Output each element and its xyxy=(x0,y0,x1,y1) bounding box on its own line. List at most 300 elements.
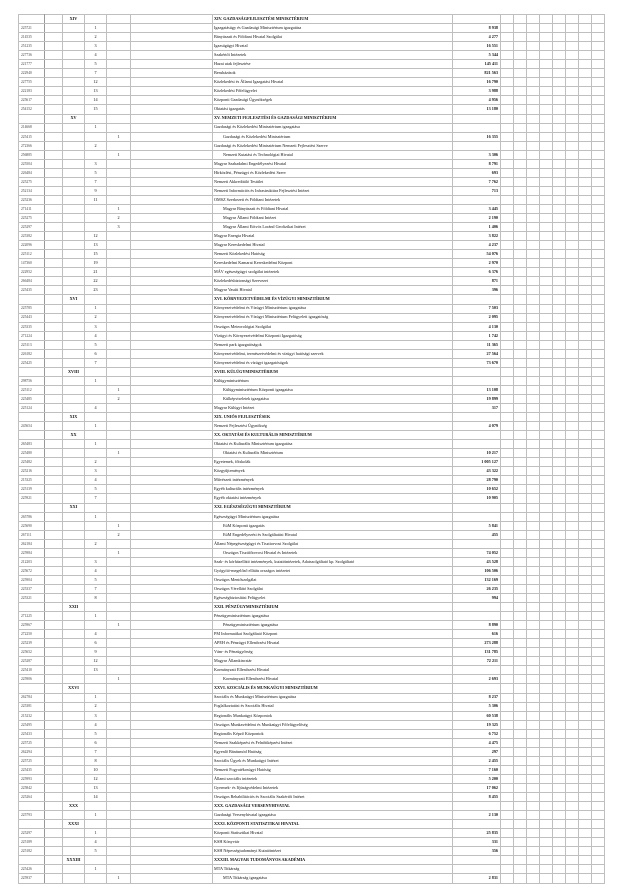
title-cell: Nemzeti Akkreditáló Testület xyxy=(213,177,453,186)
subtitle-number-cell xyxy=(107,33,131,42)
subtitle-number-cell xyxy=(107,485,131,494)
empty-cell xyxy=(579,612,592,621)
chapter-cell xyxy=(63,195,85,204)
empty-cell xyxy=(514,204,527,213)
empty-cell xyxy=(553,630,566,639)
title-cell: Pénzügyminisztérium igazgatása xyxy=(213,612,453,621)
spacer-cell xyxy=(45,738,63,747)
empty-cell xyxy=(579,295,592,304)
empty-cell xyxy=(579,584,592,593)
spacer-cell xyxy=(131,702,213,711)
empty-cell xyxy=(514,711,527,720)
empty-cell xyxy=(514,440,527,449)
amount-cell: 13 180 xyxy=(453,105,501,114)
subtitle-number-cell xyxy=(107,232,131,241)
title-cell: Foglalkoztatási és Szociális Hivatal xyxy=(213,702,453,711)
empty-cell xyxy=(553,440,566,449)
empty-cell xyxy=(592,78,605,87)
title-cell: Szociális és Munkaügyi Minisztérium igazgatása xyxy=(213,693,453,702)
empty-cell xyxy=(579,105,592,114)
empty-cell xyxy=(566,594,579,603)
empty-cell xyxy=(514,838,527,847)
spacer-cell xyxy=(131,747,213,756)
empty-cell xyxy=(553,729,566,738)
empty-cell xyxy=(540,286,553,295)
amount-cell: 10 652 xyxy=(453,485,501,494)
spacer-cell xyxy=(131,783,213,792)
spacer-cell xyxy=(131,820,213,829)
code-cell: 225921 xyxy=(19,494,45,503)
subtitle-number-cell xyxy=(107,811,131,820)
empty-cell xyxy=(592,575,605,584)
empty-cell xyxy=(592,783,605,792)
chapter-cell xyxy=(63,594,85,603)
empty-cell xyxy=(592,856,605,865)
title-cell: Egyéb oktatási intézmények xyxy=(213,494,453,503)
chapter-cell: XXXI xyxy=(63,820,85,829)
empty-cell xyxy=(592,367,605,376)
code-cell: 222940 xyxy=(19,69,45,78)
empty-cell xyxy=(579,657,592,666)
table-row xyxy=(19,765,605,774)
empty-cell xyxy=(592,150,605,159)
empty-cell xyxy=(527,268,540,277)
amount-cell xyxy=(453,141,501,150)
empty-cell xyxy=(579,802,592,811)
empty-cell xyxy=(514,304,527,313)
table-row xyxy=(19,69,605,78)
chapter-cell xyxy=(63,259,85,268)
table-row xyxy=(19,584,605,593)
empty-cell xyxy=(553,684,566,693)
title-cell: Közlekedési Főfelügyelet xyxy=(213,87,453,96)
empty-cell xyxy=(566,783,579,792)
empty-cell xyxy=(527,214,540,223)
title-number-cell xyxy=(85,621,107,630)
subtitle-number-cell xyxy=(107,195,131,204)
chapter-cell xyxy=(63,847,85,856)
empty-cell xyxy=(501,485,514,494)
empty-cell xyxy=(501,241,514,250)
chapter-cell xyxy=(63,214,85,223)
subtitle-number-cell xyxy=(107,458,131,467)
empty-cell xyxy=(553,159,566,168)
amount-cell: 3 306 xyxy=(453,150,501,159)
chapter-cell xyxy=(63,141,85,150)
empty-cell xyxy=(592,865,605,874)
table-row xyxy=(19,232,605,241)
title-number-cell: 5 xyxy=(85,729,107,738)
empty-cell xyxy=(527,313,540,322)
title-cell: Magyar Vasúti Hivatal xyxy=(213,286,453,295)
table-row xyxy=(19,223,605,232)
empty-cell xyxy=(592,304,605,313)
table-row xyxy=(19,277,605,286)
chapter-cell: XVIII xyxy=(63,367,85,376)
empty-cell xyxy=(540,639,553,648)
spacer-cell xyxy=(45,847,63,856)
empty-cell xyxy=(527,639,540,648)
empty-cell xyxy=(553,42,566,51)
title-number-cell: 3 xyxy=(85,42,107,51)
amount-cell: 2 970 xyxy=(453,259,501,268)
subtitle-number-cell xyxy=(107,612,131,621)
empty-cell xyxy=(592,322,605,331)
chapter-cell xyxy=(63,494,85,503)
empty-cell xyxy=(592,96,605,105)
empty-cell xyxy=(592,277,605,286)
code-cell xyxy=(19,114,45,123)
empty-cell xyxy=(553,195,566,204)
empty-cell xyxy=(579,422,592,431)
title-number-cell: 1 xyxy=(85,440,107,449)
subtitle-number-cell xyxy=(107,15,131,24)
title-number-cell: 4 xyxy=(85,404,107,413)
empty-cell xyxy=(592,385,605,394)
chapter-cell xyxy=(63,512,85,521)
empty-cell xyxy=(566,639,579,648)
empty-cell xyxy=(514,783,527,792)
spacer-cell xyxy=(45,358,63,367)
empty-cell xyxy=(527,856,540,865)
amount-cell: 7 503 xyxy=(453,304,501,313)
title-number-cell: 21 xyxy=(85,268,107,277)
empty-cell xyxy=(592,829,605,838)
title-number-cell: 1 xyxy=(85,376,107,385)
title-cell: KSH Könyvtár xyxy=(213,838,453,847)
spacer-cell xyxy=(131,114,213,123)
table-row xyxy=(19,811,605,820)
title-cell: XIV. GAZDASÁGFEJLESZTÉSI MINISZTÉRIUM xyxy=(213,15,453,24)
spacer-cell xyxy=(45,250,63,259)
code-cell: 245654 xyxy=(19,422,45,431)
empty-cell xyxy=(540,404,553,413)
title-number-cell: 4 xyxy=(85,838,107,847)
spacer-cell xyxy=(131,51,213,60)
empty-cell xyxy=(579,838,592,847)
spacer-cell xyxy=(131,358,213,367)
empty-cell xyxy=(527,711,540,720)
title-number-cell: 3 xyxy=(85,322,107,331)
empty-cell xyxy=(514,512,527,521)
empty-cell xyxy=(566,630,579,639)
spacer-cell xyxy=(131,286,213,295)
chapter-cell xyxy=(63,286,85,295)
amount-cell: 356 xyxy=(453,847,501,856)
empty-cell xyxy=(579,648,592,657)
empty-cell xyxy=(592,802,605,811)
empty-cell xyxy=(579,394,592,403)
empty-cell xyxy=(579,87,592,96)
empty-cell xyxy=(501,51,514,60)
empty-cell xyxy=(540,132,553,141)
code-cell: 271224 xyxy=(19,331,45,340)
amount-cell xyxy=(453,865,501,874)
empty-cell xyxy=(501,159,514,168)
empty-cell xyxy=(553,566,566,575)
empty-cell xyxy=(592,313,605,322)
empty-cell xyxy=(501,738,514,747)
empty-cell xyxy=(527,223,540,232)
chapter-cell xyxy=(63,566,85,575)
empty-cell xyxy=(540,720,553,729)
empty-cell xyxy=(527,141,540,150)
title-number-cell: 4 xyxy=(85,720,107,729)
empty-cell xyxy=(553,259,566,268)
empty-cell xyxy=(527,467,540,476)
empty-cell xyxy=(501,304,514,313)
empty-cell xyxy=(540,87,553,96)
empty-cell xyxy=(514,494,527,503)
spreadsheet xyxy=(18,14,604,884)
empty-cell xyxy=(579,793,592,802)
empty-cell xyxy=(592,33,605,42)
title-cell: PM Informatikai Szolgáltató Központ xyxy=(213,630,453,639)
subtitle-number-cell: 1 xyxy=(107,675,131,684)
empty-cell xyxy=(501,648,514,657)
empty-cell xyxy=(501,168,514,177)
subtitle-number-cell xyxy=(107,349,131,358)
code-cell: 214668 xyxy=(19,123,45,132)
empty-cell xyxy=(527,186,540,195)
code-cell: 225113 xyxy=(19,340,45,349)
empty-cell xyxy=(553,123,566,132)
empty-cell xyxy=(501,521,514,530)
amount-cell: 6 376 xyxy=(453,268,501,277)
chapter-cell xyxy=(63,639,85,648)
chapter-cell xyxy=(63,250,85,259)
spacer-cell xyxy=(131,467,213,476)
empty-cell xyxy=(501,24,514,33)
empty-cell xyxy=(540,485,553,494)
empty-cell xyxy=(501,458,514,467)
empty-cell xyxy=(592,485,605,494)
empty-cell xyxy=(514,793,527,802)
empty-cell xyxy=(501,467,514,476)
empty-cell xyxy=(566,404,579,413)
empty-cell xyxy=(540,548,553,557)
code-cell: 225433 xyxy=(19,729,45,738)
empty-cell xyxy=(540,250,553,259)
code-cell: 225617 xyxy=(19,96,45,105)
table-row xyxy=(19,783,605,792)
empty-cell xyxy=(566,177,579,186)
code-cell: 225967 xyxy=(19,621,45,630)
empty-cell xyxy=(501,802,514,811)
empty-cell xyxy=(501,322,514,331)
amount-cell: 60 538 xyxy=(453,711,501,720)
empty-cell xyxy=(540,376,553,385)
title-number-cell: 12 xyxy=(85,78,107,87)
empty-cell xyxy=(579,277,592,286)
spacer-cell xyxy=(131,512,213,521)
spacer-cell xyxy=(45,512,63,521)
empty-cell xyxy=(540,33,553,42)
empty-cell xyxy=(579,322,592,331)
amount-cell: 27 564 xyxy=(453,349,501,358)
empty-cell xyxy=(553,594,566,603)
empty-cell xyxy=(501,141,514,150)
spacer-cell xyxy=(45,729,63,738)
subtitle-number-cell xyxy=(107,24,131,33)
amount-cell: 2 130 xyxy=(453,811,501,820)
empty-cell xyxy=(553,33,566,42)
spacer-cell xyxy=(131,530,213,539)
empty-cell xyxy=(501,177,514,186)
spacer-cell xyxy=(131,322,213,331)
empty-cell xyxy=(579,358,592,367)
title-number-cell: 9 xyxy=(85,186,107,195)
empty-cell xyxy=(579,60,592,69)
chapter-cell xyxy=(63,223,85,232)
empty-cell xyxy=(566,186,579,195)
empty-cell xyxy=(540,802,553,811)
empty-cell xyxy=(553,820,566,829)
empty-cell xyxy=(592,720,605,729)
empty-cell xyxy=(514,132,527,141)
title-cell: Szociális Ügyek és Munkaügyi Intézet xyxy=(213,756,453,765)
title-cell: Országos Rehabilitációs és Szociális Szakértői Intézet xyxy=(213,793,453,802)
empty-cell xyxy=(592,268,605,277)
empty-cell xyxy=(527,811,540,820)
empty-cell xyxy=(514,150,527,159)
table-row xyxy=(19,720,605,729)
empty-cell xyxy=(553,340,566,349)
spacer-cell xyxy=(45,603,63,612)
empty-cell xyxy=(527,548,540,557)
amount-cell: 145 411 xyxy=(453,60,501,69)
title-cell: Magyar Államkincstár xyxy=(213,657,453,666)
empty-cell xyxy=(501,78,514,87)
chapter-cell xyxy=(63,42,85,51)
title-number-cell xyxy=(85,503,107,512)
amount-cell: 1 005 127 xyxy=(453,458,501,467)
empty-cell xyxy=(527,96,540,105)
title-number-cell: 2 xyxy=(85,141,107,150)
table-row xyxy=(19,729,605,738)
empty-cell xyxy=(553,847,566,856)
chapter-cell: XIX xyxy=(63,413,85,422)
chapter-cell xyxy=(63,24,85,33)
empty-cell xyxy=(540,349,553,358)
chapter-cell xyxy=(63,693,85,702)
spacer-cell xyxy=(131,204,213,213)
title-number-cell: 7 xyxy=(85,358,107,367)
code-cell: 225906 xyxy=(19,675,45,684)
spacer-cell xyxy=(45,268,63,277)
empty-cell xyxy=(553,385,566,394)
amount-cell: 7 160 xyxy=(453,765,501,774)
spacer-cell xyxy=(45,693,63,702)
title-cell: Közgyűjtemények xyxy=(213,467,453,476)
empty-cell xyxy=(592,630,605,639)
subtitle-number-cell xyxy=(107,250,131,259)
empty-cell xyxy=(579,639,592,648)
chapter-cell xyxy=(63,105,85,114)
title-cell: Közlekedésbiztonsági Szervezet xyxy=(213,277,453,286)
subtitle-number-cell xyxy=(107,693,131,702)
spacer-cell xyxy=(45,657,63,666)
empty-cell xyxy=(540,675,553,684)
empty-cell xyxy=(566,422,579,431)
empty-cell xyxy=(592,774,605,783)
chapter-cell xyxy=(63,232,85,241)
empty-cell xyxy=(566,765,579,774)
title-number-cell xyxy=(85,132,107,141)
empty-cell xyxy=(579,24,592,33)
empty-cell xyxy=(527,621,540,630)
title-number-cell: 7 xyxy=(85,69,107,78)
empty-cell xyxy=(527,458,540,467)
empty-cell xyxy=(592,114,605,123)
empty-cell xyxy=(514,87,527,96)
empty-cell xyxy=(540,621,553,630)
empty-cell xyxy=(566,856,579,865)
subtitle-number-cell xyxy=(107,829,131,838)
empty-cell xyxy=(566,60,579,69)
title-number-cell: 2 xyxy=(85,33,107,42)
subtitle-number-cell xyxy=(107,322,131,331)
empty-cell xyxy=(566,358,579,367)
spacer-cell xyxy=(45,241,63,250)
spacer-cell xyxy=(45,277,63,286)
empty-cell xyxy=(540,765,553,774)
empty-cell xyxy=(579,811,592,820)
empty-cell xyxy=(540,24,553,33)
empty-cell xyxy=(566,702,579,711)
table-row xyxy=(19,358,605,367)
empty-cell xyxy=(540,603,553,612)
title-cell: XX. OKTATÁSI ÉS KULTURÁLIS MINISZTÉRIUM xyxy=(213,431,453,440)
empty-cell xyxy=(566,449,579,458)
empty-cell xyxy=(501,829,514,838)
empty-cell xyxy=(553,223,566,232)
spacer-cell xyxy=(131,711,213,720)
empty-cell xyxy=(527,657,540,666)
empty-cell xyxy=(579,195,592,204)
empty-cell xyxy=(514,548,527,557)
empty-cell xyxy=(553,874,566,883)
spacer-cell xyxy=(131,385,213,394)
chapter-cell xyxy=(63,385,85,394)
subtitle-number-cell: 1 xyxy=(107,548,131,557)
title-number-cell xyxy=(85,214,107,223)
empty-cell xyxy=(540,838,553,847)
table-row xyxy=(19,141,605,150)
empty-cell xyxy=(501,711,514,720)
chapter-row xyxy=(19,431,605,440)
empty-cell xyxy=(566,223,579,232)
empty-cell xyxy=(553,756,566,765)
empty-cell xyxy=(540,295,553,304)
spacer-cell xyxy=(45,485,63,494)
empty-cell xyxy=(566,259,579,268)
code-cell: 225485 xyxy=(19,394,45,403)
empty-cell xyxy=(514,51,527,60)
spacer-cell xyxy=(131,168,213,177)
spacer-cell xyxy=(45,431,63,440)
empty-cell xyxy=(540,331,553,340)
amount-cell: 54 076 xyxy=(453,250,501,259)
spacer-cell xyxy=(45,24,63,33)
table-row xyxy=(19,404,605,413)
amount-cell xyxy=(453,820,501,829)
subtitle-number-cell xyxy=(107,720,131,729)
code-cell: 212203 xyxy=(19,557,45,566)
title-number-cell: 4 xyxy=(85,476,107,485)
code-cell: 225504 xyxy=(19,159,45,168)
empty-cell xyxy=(540,702,553,711)
